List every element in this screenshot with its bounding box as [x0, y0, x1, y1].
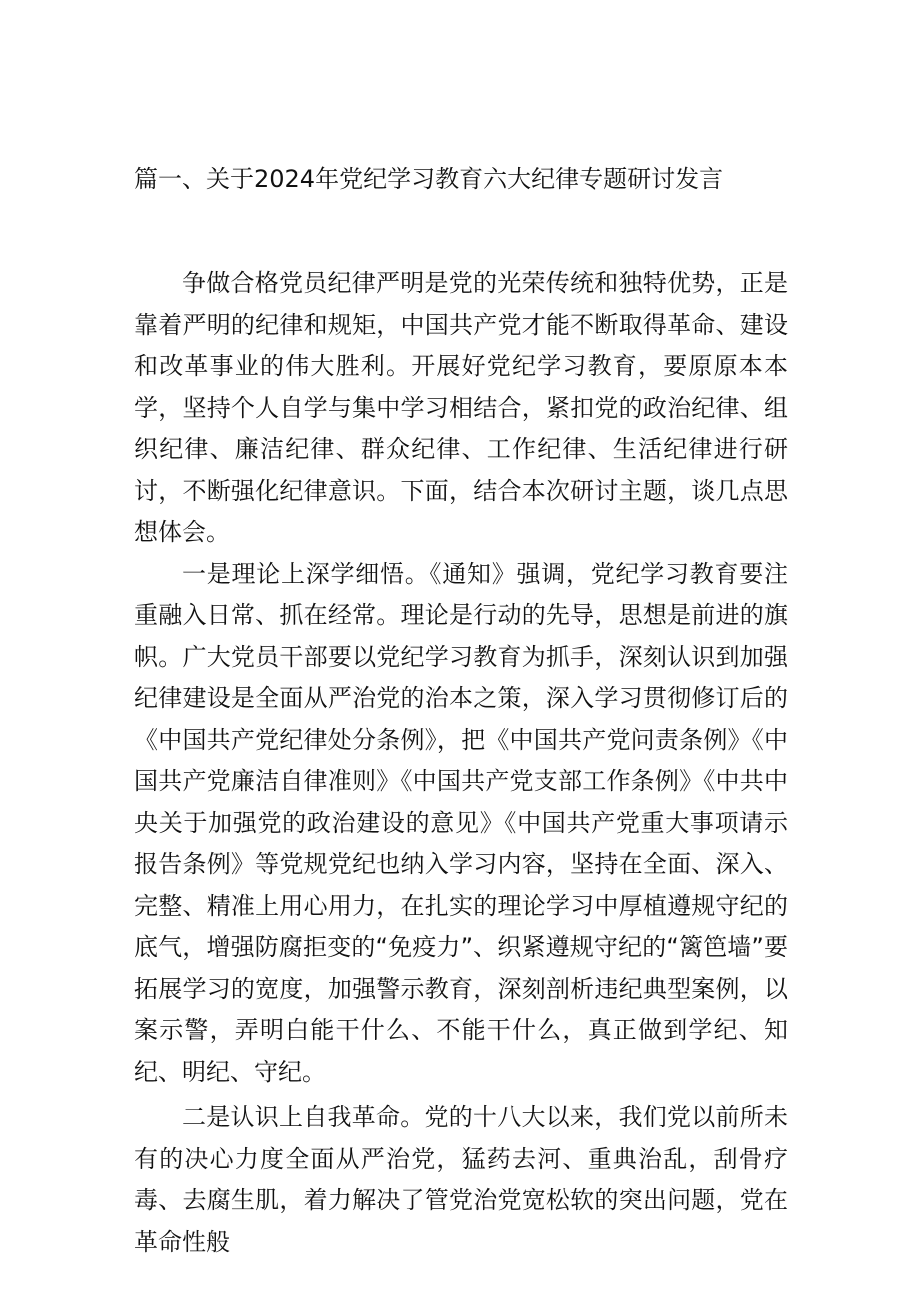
paragraph-self-revolution: 二是认识上自我革命。党的十八大以来，我们党以前所未有的决心力度全面从严治党，猛药去河、重典治乱，刮骨疗毒、去腐生肌，着力解决了管党治党宽松软的突出问题，党在革命性般 [134, 1103, 788, 1256]
document-title: 篇一、关于2024年党纪学习教育六大纪律专题研讨发言 [134, 165, 724, 193]
document-body [134, 263, 788, 1263]
paragraph-intro: 争做合格党员纪律严明是党的光荣传统和独特优势，正是靠着严明的纪律和规矩，中国共产党才能不断取得革命、建设和改革事业的伟大胜利。开展好党纪学习教育，要原原本本学，坚持个人自学与集中学习相结合，紧扣党的政治纪律、组织纪律、廉洁纪律、群众纪律、工作纪律、生活纪律进行研讨，不断强化纪律意识。下面，结合本次研讨主题，谈几点思想体会。 [134, 269, 788, 546]
paragraph-theory: 一是理论上深学细悟。《通知》强调，党纪学习教育要注重融入日常、抓在经常。理论是行动的先导，思想是前进的旗帜。广大党员干部要以党纪学习教育为抓手，深刻认识到加强纪律建设是全面从严治党的治本之策，深入学习贯彻修订后的《中国共产党纪律处分条例》，把《中国共产党问责条例》《中国共产党廉洁自律准则》《中国共产党支部工作条例》《中共中央关于加强党的政治建设的意见》《中国共产党重大事项请示报告条例》等党规党纪也纳入学习内容，坚持在全面、深入、完整、精准上用心用力，在扎实的理论学习中厚植遵规守纪的底气，增强防腐拒变的“免疫力”、织紧遵规守纪的“篱笆墙”要拓展学习的宽度，加强警示教育，深刻剖析违纪典型案例，以案示警，弄明白能干什么、不能干什么，真正做到学纪、知纪、明纪、守纪。 [134, 559, 788, 1086]
